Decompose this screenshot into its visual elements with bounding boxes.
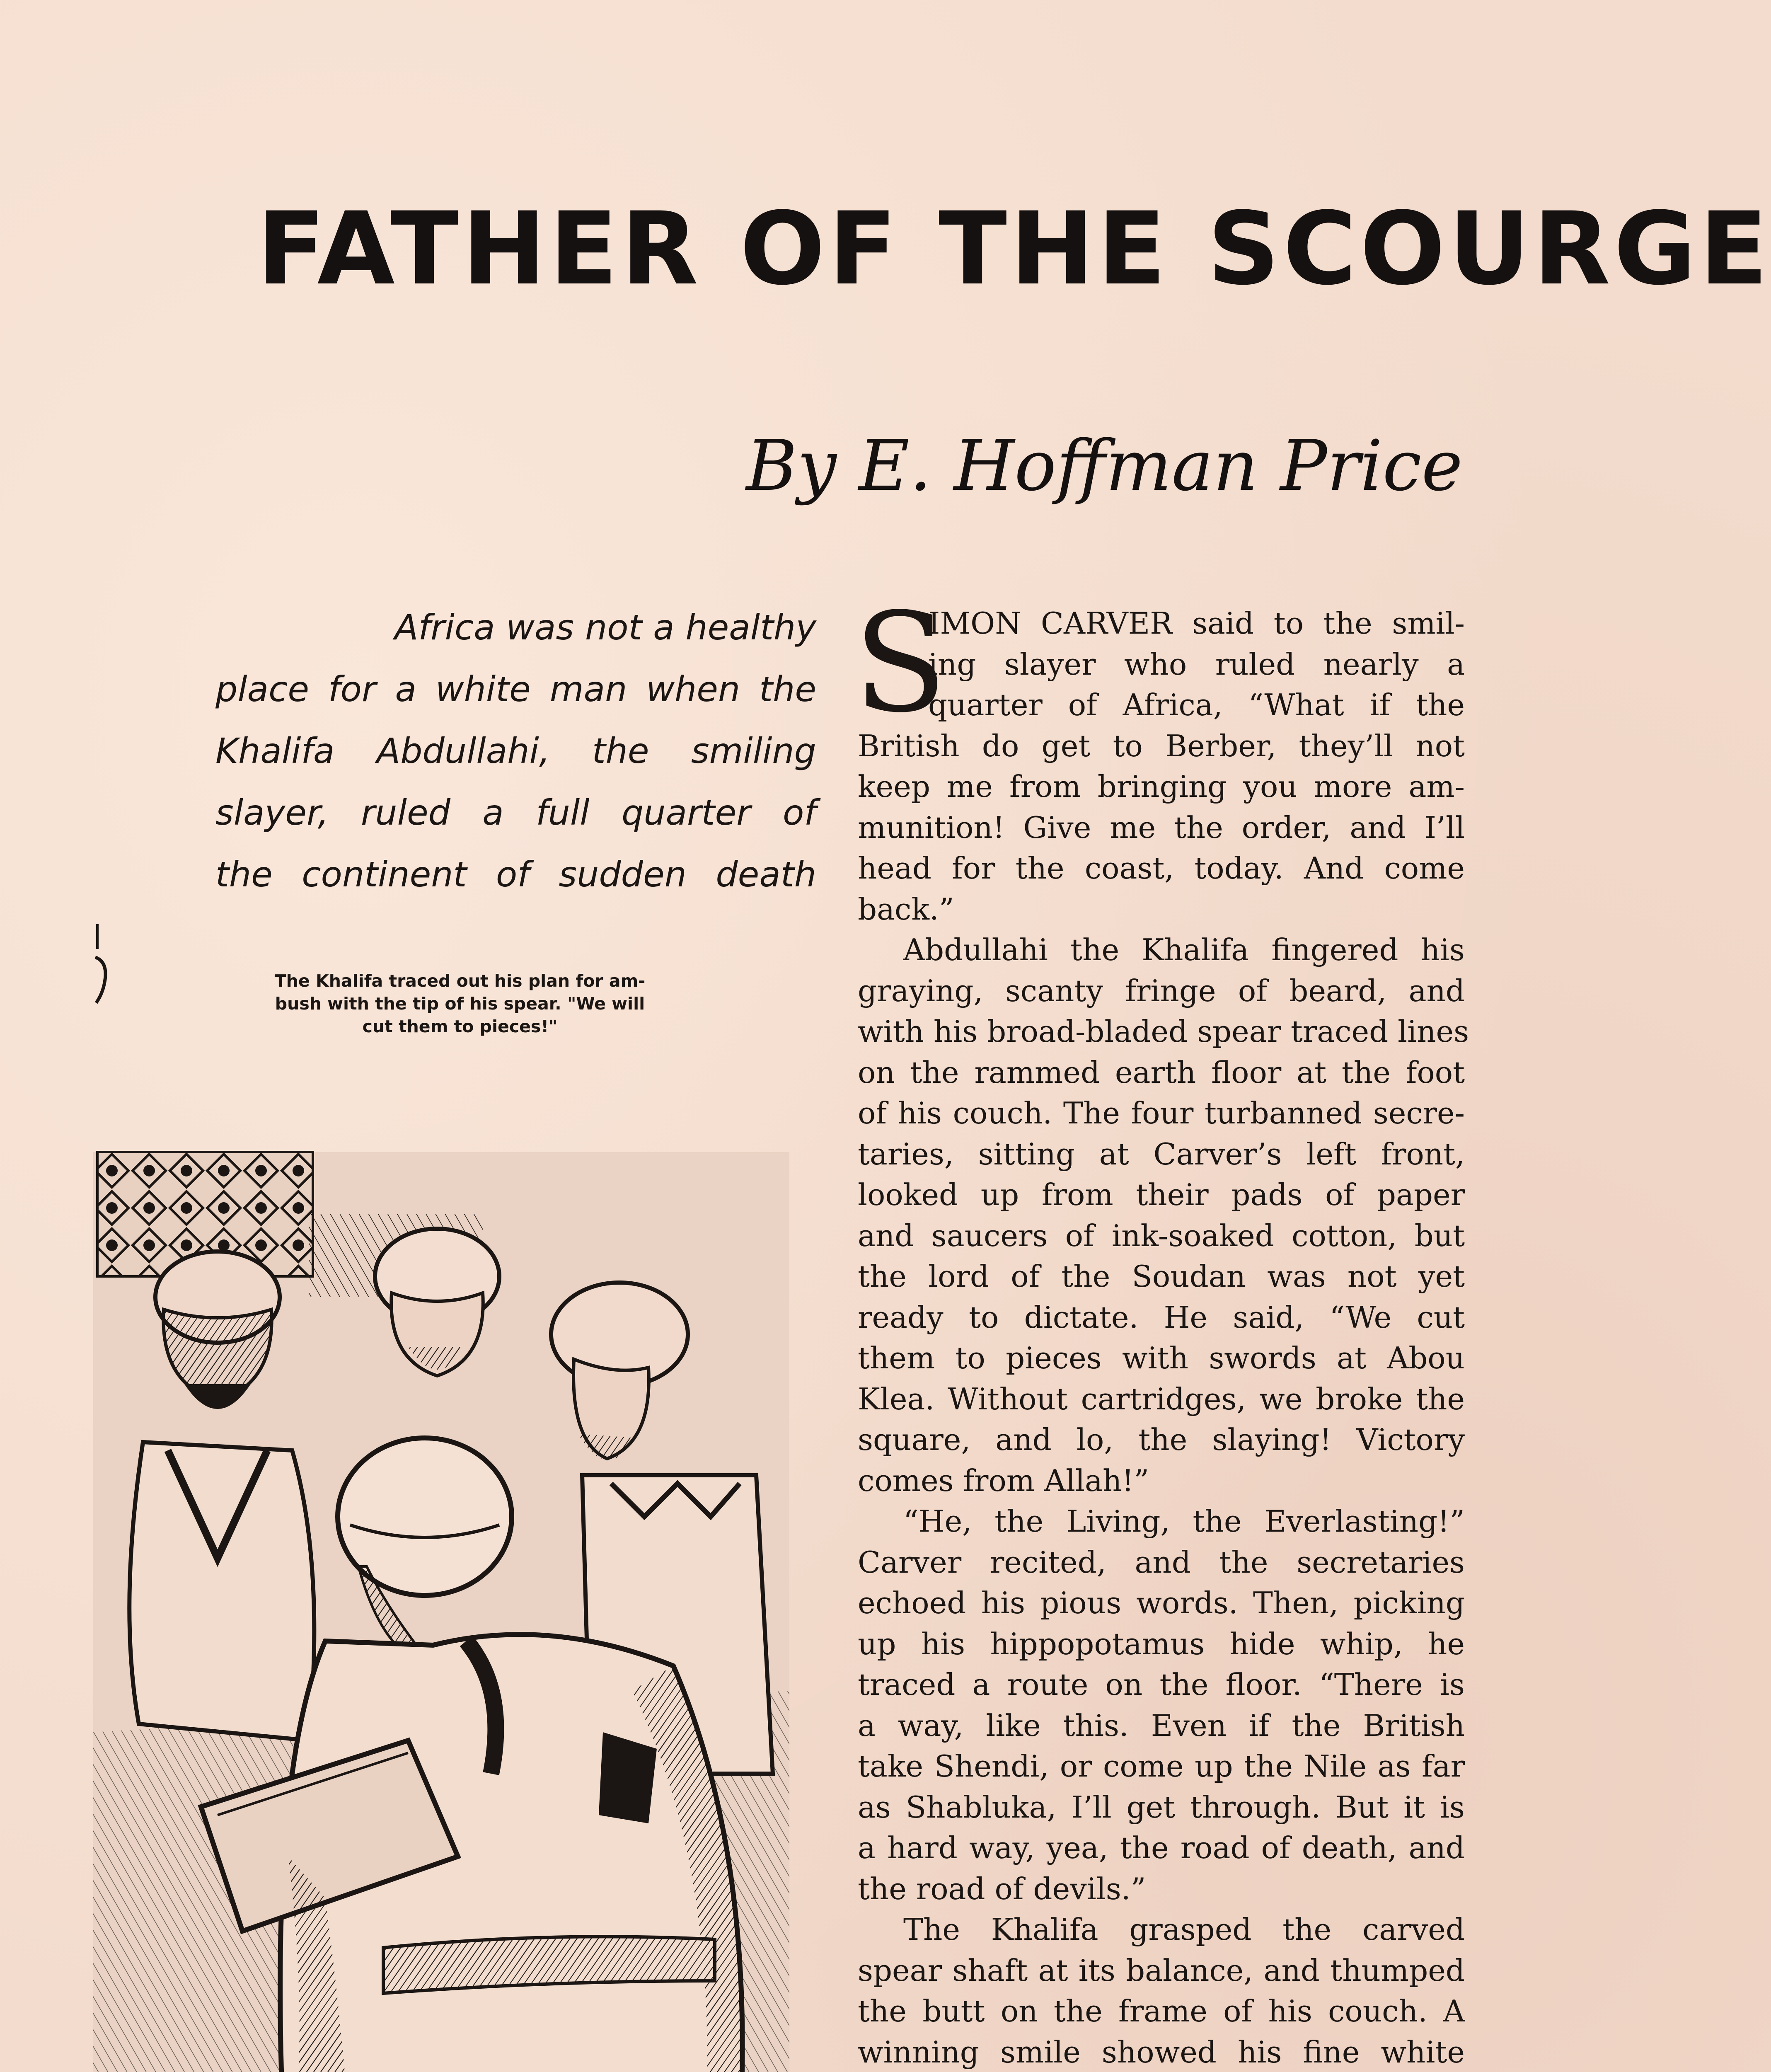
body-line: with his broad-bladed spear traced lines xyxy=(858,1014,1469,1049)
illustration-caption xyxy=(191,970,729,1038)
body-line: keep me from bringing you more am- xyxy=(858,769,1465,804)
body-line: take Shendi, or come up the Nile as far xyxy=(858,1749,1465,1784)
author-byline: By E. Hoffman Price xyxy=(746,425,1463,506)
deck-line: slayer, ruled a full quarter of xyxy=(215,792,816,833)
body-line: munition! Give me the order, and I’ll xyxy=(858,810,1465,845)
deck-line: the continent of sudden death xyxy=(215,854,816,895)
ink-illustration xyxy=(93,1152,789,2072)
body-line: The Khalifa grasped the carved xyxy=(903,1912,1465,1947)
body-line: them to pieces with swords at Abou xyxy=(858,1341,1465,1375)
body-line: Abdullahi the Khalifa fingered his xyxy=(903,932,1465,967)
body-line: British do get to Berber, they’ll not xyxy=(858,728,1465,763)
deck-line: Africa was not a healthy xyxy=(394,607,816,648)
body-line: spear shaft at its balance, and thumped xyxy=(858,1953,1465,1988)
body-line: ing slayer who ruled nearly a xyxy=(928,646,1465,682)
body-line: looked up from their pads of paper xyxy=(858,1177,1465,1212)
body-line: of his couch. The four turbanned secre- xyxy=(858,1096,1465,1130)
body-line: square, and lo, the slaying! Victory xyxy=(858,1422,1465,1457)
body-line: Klea. Without cartridges, we broke the xyxy=(858,1381,1465,1416)
body-line: comes from Allah!” xyxy=(858,1463,1149,1498)
drop-cap: S xyxy=(854,583,948,743)
body-line: IMON CARVER said to the smil- xyxy=(928,606,1465,641)
caption-line: The Khalifa traced out his plan for am- xyxy=(274,971,646,991)
caption-line: cut them to pieces!" xyxy=(362,1017,558,1036)
body-line: as Shabluka, I’ll get through. But it is xyxy=(858,1789,1465,1825)
body-line: traced a route on the floor. “There is xyxy=(858,1667,1465,1702)
body-line: echoed his pious words. Then, picking xyxy=(858,1585,1465,1620)
body-line: graying, scanty fringe of beard, and xyxy=(858,973,1465,1008)
body-line: taries, sitting at Carver’s left front, xyxy=(858,1136,1465,1172)
deck-line: Khalifa Abdullahi, the smiling xyxy=(215,731,816,771)
body-line: back.” xyxy=(858,891,954,927)
body-text-column xyxy=(858,603,1469,2072)
body-line: winning smile showed his fine white xyxy=(858,2034,1465,2070)
body-line: “He, the Living, the Everlasting!” xyxy=(903,1504,1465,1539)
body-line: Carver recited, and the secretaries xyxy=(858,1544,1465,1580)
caption-line: bush with the tip of his spear. "We will xyxy=(275,994,645,1014)
story-deck xyxy=(215,597,816,905)
body-line: up his hippopotamus hide whip, he xyxy=(858,1626,1465,1661)
body-line: quarter of Africa, “What if the xyxy=(928,687,1465,722)
story-title: FATHER OF THE SCOURGE xyxy=(257,191,1771,307)
page-edge-mark xyxy=(94,924,111,1007)
body-line: head for the coast, today. And come xyxy=(858,851,1465,886)
body-line: ready to dictate. He said, “We cut xyxy=(858,1300,1465,1335)
body-line: a way, like this. Even if the British xyxy=(858,1708,1465,1743)
body-line: on the rammed earth floor at the foot xyxy=(858,1055,1465,1090)
body-line: a hard way, yea, the road of death, and xyxy=(858,1830,1465,1865)
body-line: and saucers of ink-soaked cotton, but xyxy=(858,1218,1465,1253)
body-line: the lord of the Soudan was not yet xyxy=(858,1259,1465,1294)
deck-line: place for a white man when the xyxy=(215,669,816,709)
body-line: the road of devils.” xyxy=(858,1871,1146,1906)
body-line: the butt on the frame of his couch. A xyxy=(858,1994,1465,2028)
